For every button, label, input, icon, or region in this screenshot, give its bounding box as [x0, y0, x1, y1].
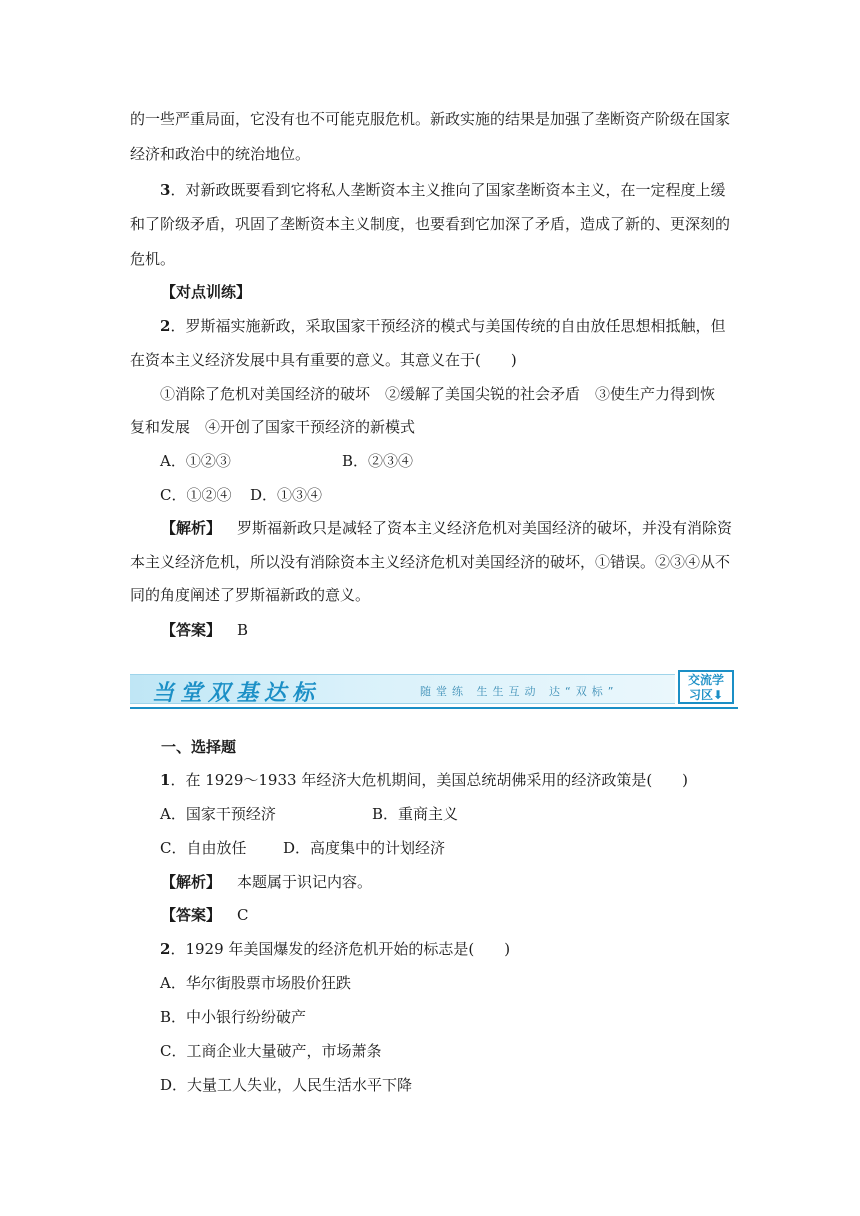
practice-header: 【对点训练】	[161, 283, 252, 301]
item-number: 3	[160, 181, 171, 199]
choice-a: A．①②③	[160, 452, 231, 470]
question-line	[160, 770, 688, 790]
choice-a: A．华尔街股票市场股价狂跌	[160, 974, 351, 992]
choice-c: C．①②④	[160, 486, 232, 504]
banner-title: 当堂双基达标	[152, 681, 321, 706]
question-text: ．罗斯福实施新政，采取国家干预经济的模式与美国传统的自由放任思想相抵触，但	[170, 317, 726, 335]
analysis-line: 同的角度阐述了罗斯福新政的意义。	[130, 586, 371, 604]
banner-subtitle: 随堂练 生生互动 达“双标”	[420, 685, 619, 698]
analysis-tag: 【解析】	[161, 519, 222, 537]
section-banner	[130, 668, 738, 708]
analysis-tag: 【解析】	[161, 873, 222, 891]
analysis-line	[161, 518, 732, 538]
choice-c: C．工商企业大量破产，市场萧条	[160, 1042, 382, 1060]
analysis-line	[161, 872, 372, 892]
text-line	[160, 180, 725, 200]
choice-d: D．高度集中的计划经济	[283, 839, 446, 857]
option-line: 复和发展 ④开创了国家干预经济的新模式	[130, 418, 416, 436]
text-line: 和了阶级矛盾，巩固了垄断资本主义制度，也要看到它加深了矛盾，造成了新的、更深刻的	[130, 215, 731, 233]
analysis-line: 本主义经济危机，所以没有消除资本主义经济危机对美国经济的破坏，①错误。②③④从不	[130, 553, 731, 571]
analysis-text: 罗斯福新政只是减轻了资本主义经济危机对美国经济的破坏，并没有消除资	[237, 519, 733, 537]
answer-value: B	[237, 621, 249, 639]
answer-line	[161, 620, 248, 640]
question-text: ．1929 年美国爆发的经济危机开始的标志是( )	[170, 940, 511, 958]
button-label: 习区⬇	[688, 688, 724, 702]
answer-tag: 【答案】	[161, 621, 222, 639]
banner-underline	[130, 707, 738, 709]
text-line: 的一些严重局面，它没有也不可能克服危机。新政实施的结果是加强了垄断资产阶级在国家	[130, 110, 731, 128]
choice-d: D．①③④	[250, 486, 323, 504]
text-line: 危机。	[130, 250, 176, 268]
text-line: 经济和政治中的统治地位。	[130, 145, 311, 163]
section-title: 一、选择题	[161, 738, 237, 756]
question-number: 2	[160, 940, 171, 958]
question-number: 1	[160, 771, 171, 789]
question-number: 2	[160, 317, 171, 335]
question-line: 在资本主义经济发展中具有重要的意义。其意义在于( )	[130, 351, 517, 369]
choice-b: B．②③④	[342, 452, 414, 470]
question-text: ．在 1929～1933 年经济大危机期间，美国总统胡佛采用的经济政策是( )	[170, 771, 689, 789]
answer-tag: 【答案】	[161, 906, 222, 924]
answer-value: C	[237, 906, 249, 924]
choice-b: B．重商主义	[372, 805, 459, 823]
choice-a: A．国家干预经济	[160, 805, 276, 823]
button-label: 交流学	[687, 673, 724, 687]
option-line: ①消除了危机对美国经济的破坏 ②缓解了美国尖锐的社会矛盾 ③使生产力得到恢	[160, 385, 716, 403]
choice-c: C．自由放任	[160, 839, 247, 857]
analysis-text: 本题属于识记内容。	[237, 873, 373, 891]
question-line	[160, 316, 725, 336]
exchange-area-button[interactable]	[678, 670, 734, 704]
question-line	[160, 939, 510, 959]
choice-b: B．中小银行纷纷破产	[160, 1008, 307, 1026]
text-content: ．对新政既要看到它将私人垄断资本主义推向了国家垄断资本主义，在一定程度上缓	[170, 181, 726, 199]
answer-line	[161, 905, 249, 925]
choice-d: D．大量工人失业，人民生活水平下降	[160, 1076, 413, 1094]
